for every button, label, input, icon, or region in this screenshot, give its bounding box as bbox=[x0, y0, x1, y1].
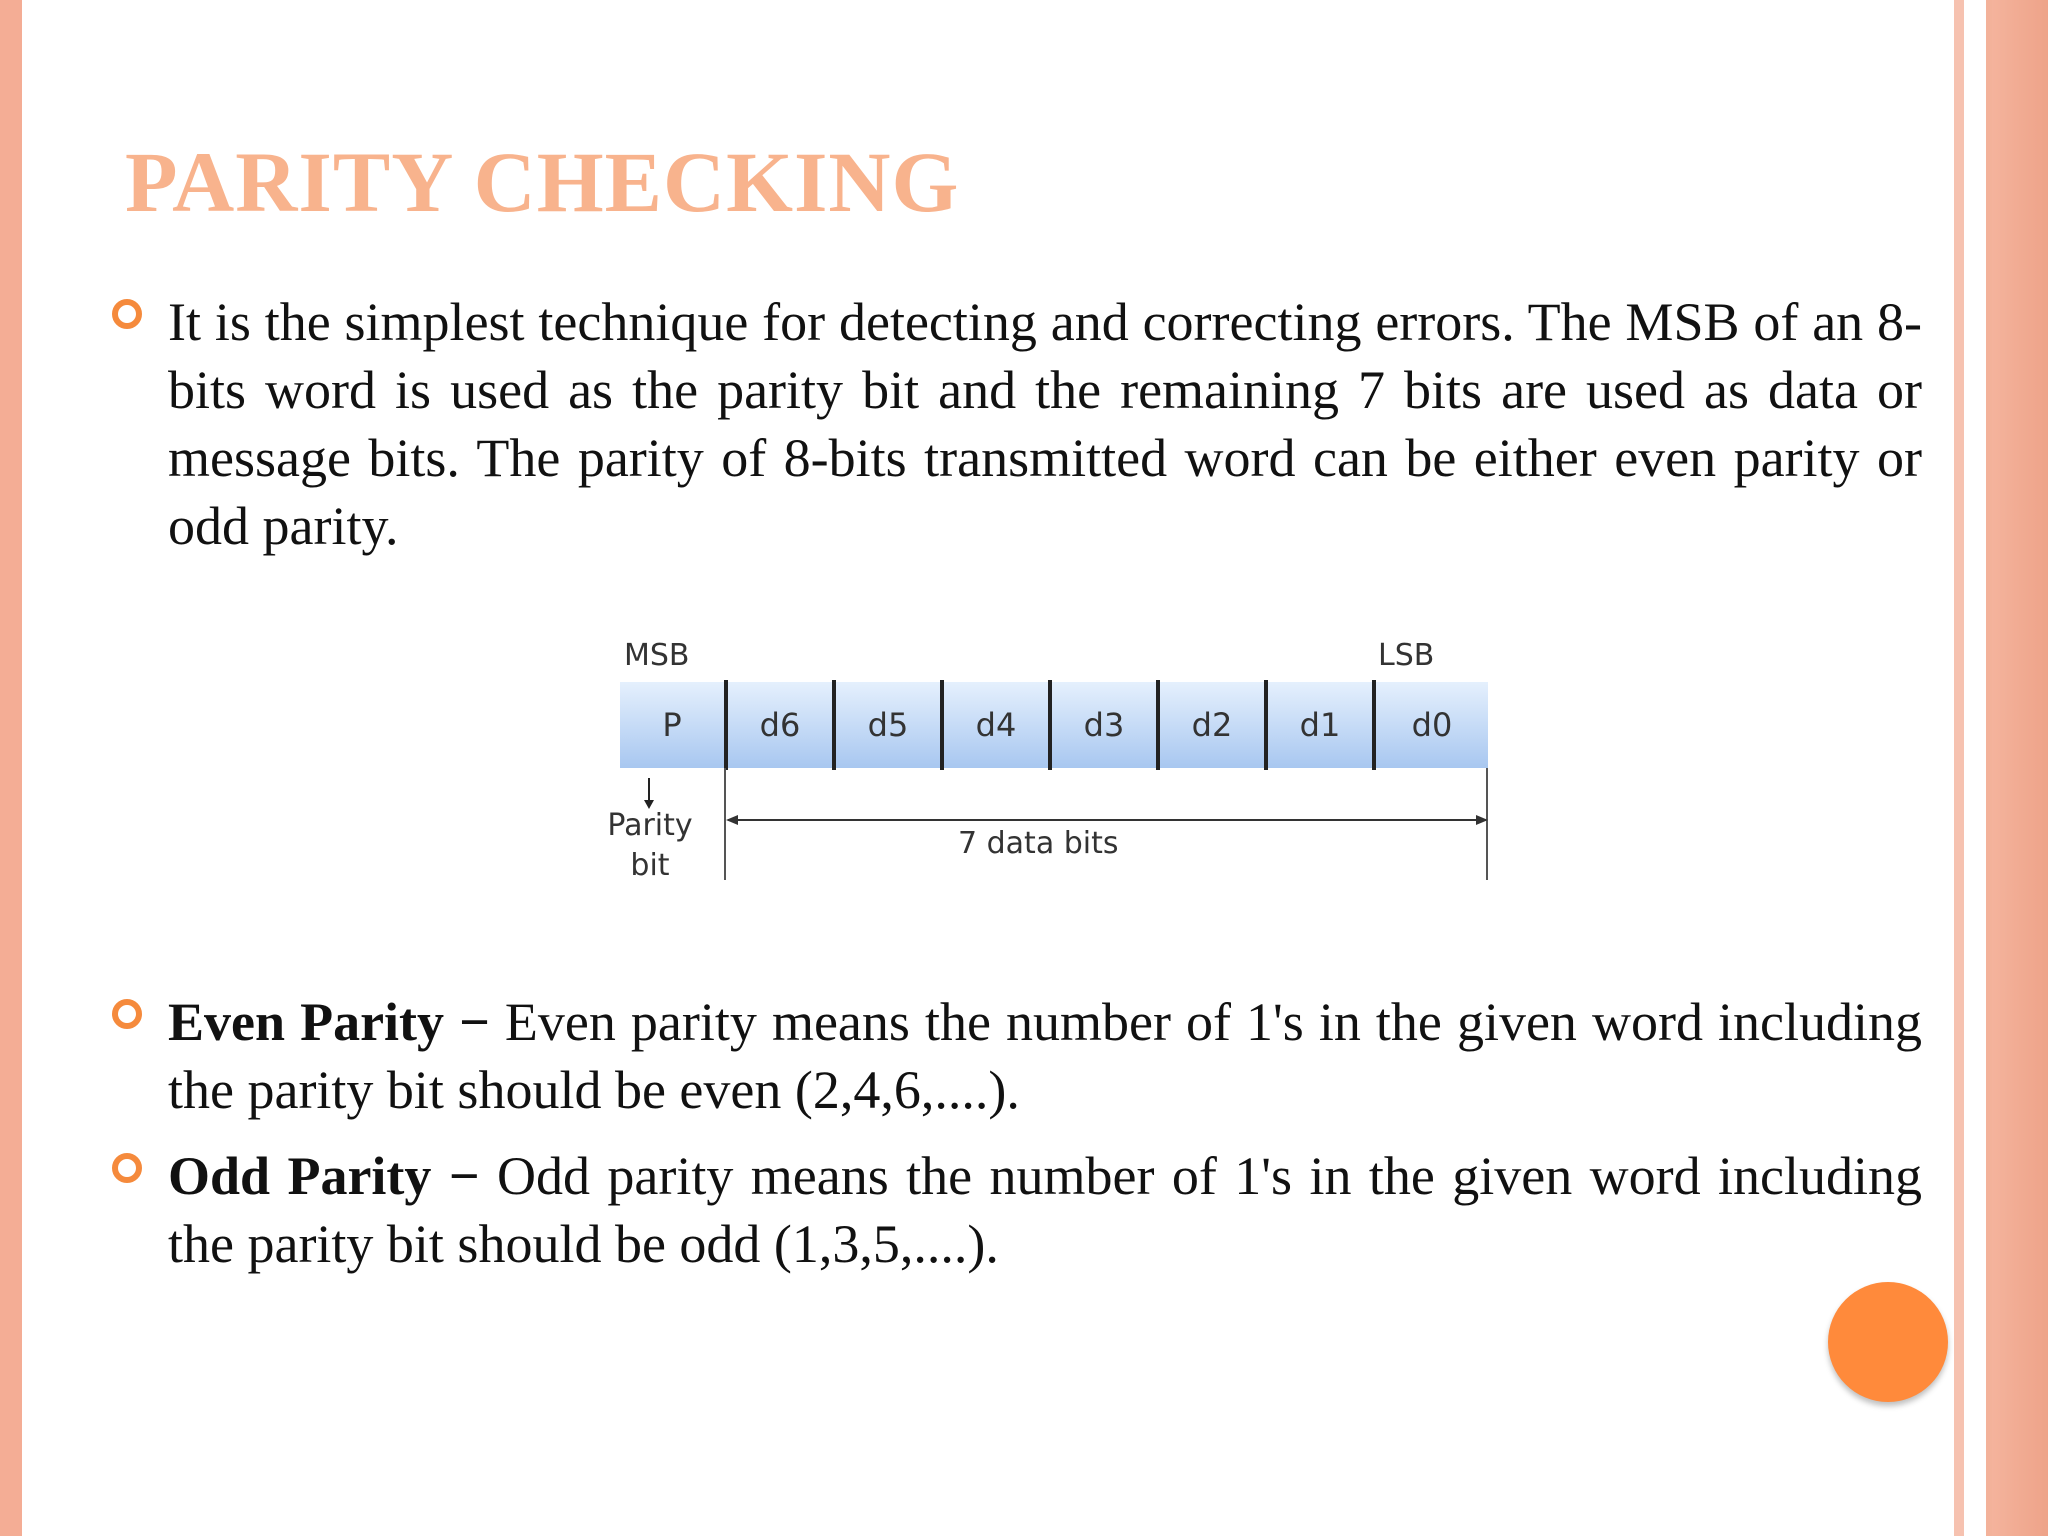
bit-cell-d2: d2 bbox=[1160, 682, 1264, 768]
bullet-text: Odd parity means the number of 1's in the given word including the parity bit should be odd (1,3,5,....). bbox=[168, 1146, 1922, 1274]
bullet-text: It is the simplest technique for detecting and correcting errors. The MSB of an 8-bits word is used as the parity bit and the remaining 7 bits are used as data or message bits. The parity of 8-bits transmitted word can be either even parity or odd parity. bbox=[168, 292, 1922, 556]
cell-divider bbox=[832, 680, 836, 770]
parity-bit-label bbox=[590, 806, 710, 886]
lsb-label: LSB bbox=[1378, 638, 1435, 673]
right-border-gap bbox=[1964, 0, 1986, 1536]
bit-cell-d5: d5 bbox=[836, 682, 940, 768]
bullet-term: Even Parity − bbox=[168, 992, 490, 1052]
bullet-paragraph-even-parity bbox=[168, 988, 1922, 1124]
right-border-bar bbox=[1992, 0, 2048, 1536]
bullet-term: Odd Parity − bbox=[168, 1146, 480, 1206]
cell-divider bbox=[1264, 680, 1268, 770]
cell-divider bbox=[1372, 680, 1376, 770]
parity-label-line2: bit bbox=[630, 848, 670, 883]
cell-divider bbox=[1156, 680, 1160, 770]
cell-divider bbox=[940, 680, 944, 770]
bit-cell-parity: P bbox=[620, 682, 724, 768]
bullet-paragraph-odd-parity bbox=[168, 1142, 1922, 1278]
bit-cell-d3: d3 bbox=[1052, 682, 1156, 768]
hollow-circle-icon bbox=[112, 999, 142, 1029]
bit-cell-d0: d0 bbox=[1376, 682, 1488, 768]
bit-cell-d1: d1 bbox=[1268, 682, 1372, 768]
hollow-circle-icon bbox=[112, 1153, 142, 1183]
cell-divider bbox=[1048, 680, 1052, 770]
orange-circle-button[interactable] bbox=[1828, 1282, 1948, 1402]
bullet-paragraph-intro bbox=[168, 288, 1922, 560]
parity-bit-diagram bbox=[580, 628, 1520, 898]
parity-label-line1: Parity bbox=[607, 808, 693, 843]
bit-cell-d4: d4 bbox=[944, 682, 1048, 768]
data-bits-label: 7 data bits bbox=[958, 826, 1119, 861]
bit-cell-d6: d6 bbox=[728, 682, 832, 768]
slide-title: PARITY CHECKING bbox=[125, 134, 960, 230]
msb-label: MSB bbox=[624, 638, 690, 673]
hollow-circle-icon bbox=[112, 299, 142, 329]
left-border-stripe bbox=[0, 0, 22, 1536]
right-border-band bbox=[1954, 0, 1964, 1536]
bullet-text: Even parity means the number of 1's in the given word including the parity bit should be even (2,4,6,....). bbox=[168, 992, 1922, 1120]
cell-divider bbox=[724, 680, 728, 770]
